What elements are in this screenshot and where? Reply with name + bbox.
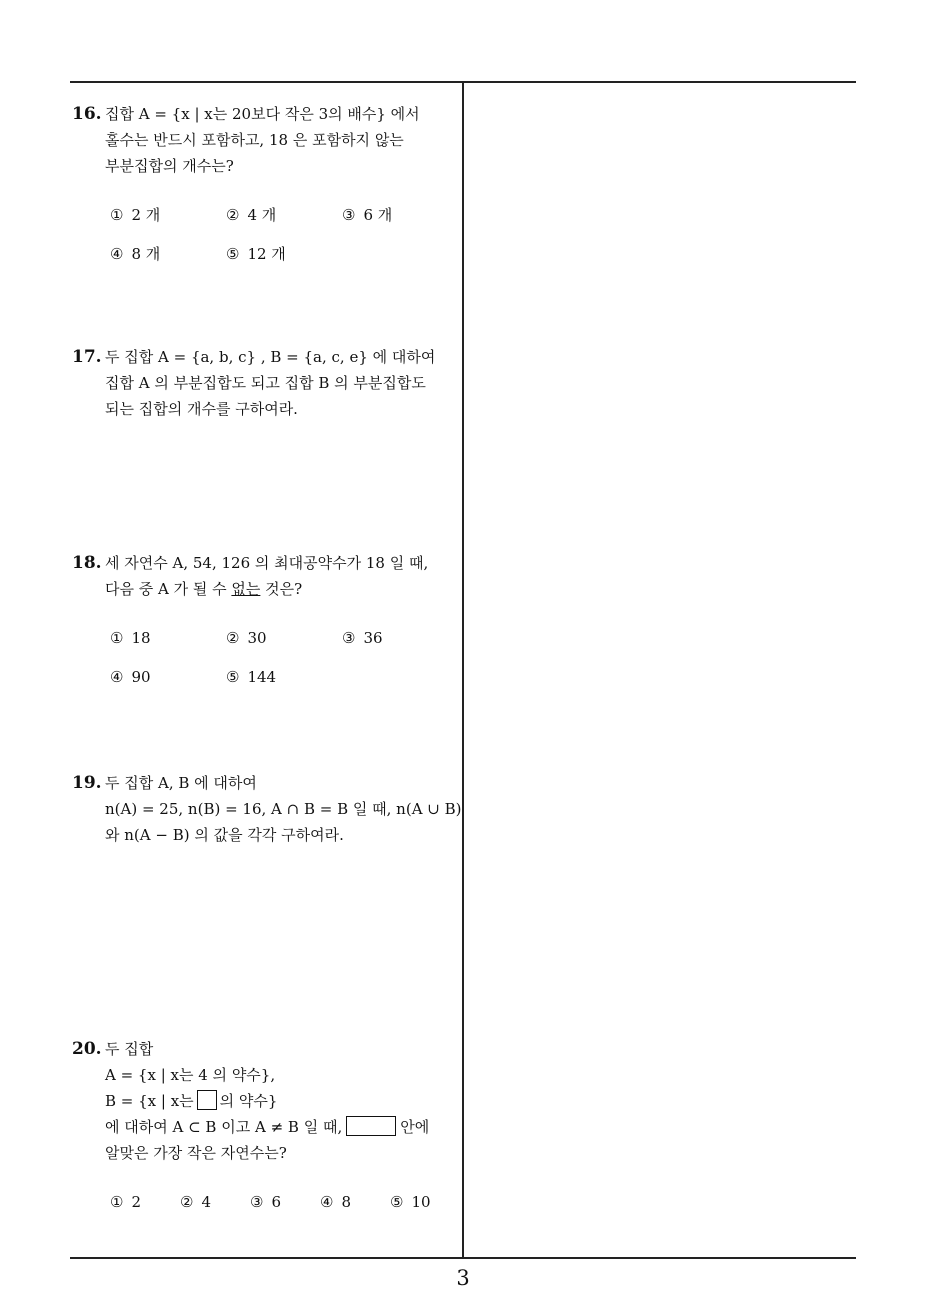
choice-text: 90: [131, 668, 151, 686]
choice-2[interactable]: [226, 625, 267, 651]
choice-text: 144: [247, 668, 277, 686]
question-text: n(A) = 25, n(B) = 16, A ∩ B = B 일 때, n(A ∪ B): [105, 800, 462, 818]
choice-mark: ③: [342, 629, 356, 647]
choice-row: [110, 664, 457, 690]
choice-3[interactable]: [342, 625, 383, 651]
question-line: [72, 1036, 457, 1062]
choice-mark: ①: [110, 206, 124, 224]
question-text: A = {x | x는 4 의 약수},: [105, 1066, 276, 1084]
question-text: 와 n(A − B) 의 값을 각각 구하여라.: [105, 826, 344, 844]
question-number: 20.: [72, 1039, 102, 1059]
question-line: [72, 1140, 457, 1166]
choice-mark: ⑤: [226, 668, 240, 686]
question-17: [72, 344, 457, 422]
choice-mark: ④: [110, 245, 124, 263]
question-line: [72, 344, 457, 370]
page-number: 3: [456, 1266, 470, 1290]
question-number: 18.: [72, 553, 102, 573]
choice-text: 6 개: [363, 206, 393, 224]
question-line: [72, 396, 457, 422]
choice-text: 10: [411, 1193, 431, 1211]
choice-4[interactable]: [110, 241, 160, 267]
choice-row: [110, 1189, 457, 1215]
question-number: 19.: [72, 773, 102, 793]
question-text: 안에: [400, 1118, 430, 1136]
choice-text: 12 개: [247, 245, 286, 263]
question-line: [72, 1114, 457, 1140]
question-text: 의 약수}: [219, 1092, 278, 1110]
choice-text: 2: [131, 1193, 141, 1211]
choice-row: [110, 625, 457, 651]
question-line: [72, 822, 457, 848]
question-text: 에 대하여 A ⊂ B 이고 A ≠ B 일 때,: [105, 1118, 343, 1136]
question-text: 집합 A = {x | x는 20보다 작은 3의 배수} 에서: [105, 105, 420, 123]
choice-3[interactable]: [342, 202, 392, 228]
choice-5[interactable]: [226, 664, 276, 690]
column-divider: [462, 82, 464, 1258]
question-16: [72, 101, 457, 267]
choice-text: 4 개: [247, 206, 277, 224]
choice-5[interactable]: [390, 1189, 431, 1215]
choice-mark: ②: [226, 629, 240, 647]
question-line: [72, 796, 462, 822]
blank-box: [346, 1116, 396, 1136]
question-line: [72, 770, 457, 796]
choice-1[interactable]: [110, 202, 160, 228]
choice-mark: ⑤: [226, 245, 240, 263]
question-text: B = {x | x는: [105, 1092, 194, 1110]
question-line: [72, 153, 457, 179]
choice-mark: ①: [110, 629, 124, 647]
question-19: [72, 770, 462, 848]
choice-2[interactable]: [180, 1189, 211, 1215]
choice-mark: ②: [226, 206, 240, 224]
choice-5[interactable]: [226, 241, 286, 267]
question-line: [72, 576, 457, 602]
choice-2[interactable]: [226, 202, 276, 228]
question-18: [72, 550, 457, 690]
question-text: 다음 중 A 가 될 수: [105, 580, 227, 598]
choice-mark: ①: [110, 1193, 124, 1211]
choice-1[interactable]: [110, 1189, 141, 1215]
choice-mark: ③: [250, 1193, 264, 1211]
question-number: 16.: [72, 104, 102, 124]
question-line: [72, 127, 457, 153]
choice-4[interactable]: [110, 664, 151, 690]
question-text: 알맞은 가장 작은 자연수는?: [105, 1144, 287, 1162]
question-text: 두 집합 A = {a, b, c} , B = {a, c, e} 에 대하여: [105, 348, 436, 366]
choice-text: 8 개: [131, 245, 161, 263]
choice-text: 6: [271, 1193, 281, 1211]
choice-text: 8: [341, 1193, 351, 1211]
choice-mark: ⑤: [390, 1193, 404, 1211]
choice-row: [110, 241, 457, 267]
question-line: [72, 1088, 457, 1114]
question-number: 17.: [72, 347, 102, 367]
choice-row: [110, 202, 457, 228]
choice-mark: ④: [110, 668, 124, 686]
question-20: [72, 1036, 457, 1215]
question-text: 것은?: [265, 580, 303, 598]
question-line: [72, 1062, 457, 1088]
choice-mark: ③: [342, 206, 356, 224]
question-text: 되는 집합의 개수를 구하여라.: [105, 400, 298, 418]
choice-1[interactable]: [110, 625, 151, 651]
choice-4[interactable]: [320, 1189, 351, 1215]
question-text: 부분집합의 개수는?: [105, 157, 234, 175]
question-text: 두 집합: [105, 1040, 154, 1058]
choice-mark: ④: [320, 1193, 334, 1211]
question-text: 집합 A 의 부분집합도 되고 집합 B 의 부분집합도: [105, 374, 426, 392]
choice-text: 18: [131, 629, 151, 647]
underlined-text: 없는: [231, 580, 261, 598]
choice-text: 36: [363, 629, 383, 647]
bottom-rule: [70, 1257, 856, 1259]
blank-box: [197, 1090, 217, 1110]
question-line: [72, 550, 457, 576]
choice-text: 30: [247, 629, 267, 647]
question-text: 두 집합 A, B 에 대하여: [105, 774, 257, 792]
question-text: 세 자연수 A, 54, 126 의 최대공약수가 18 일 때,: [105, 554, 429, 572]
question-line: [72, 370, 457, 396]
question-line: [72, 101, 457, 127]
choice-3[interactable]: [250, 1189, 281, 1215]
choice-mark: ②: [180, 1193, 194, 1211]
choice-text: 2 개: [131, 206, 161, 224]
question-text: 홀수는 반드시 포함하고, 18 은 포함하지 않는: [105, 131, 404, 149]
choice-text: 4: [201, 1193, 211, 1211]
